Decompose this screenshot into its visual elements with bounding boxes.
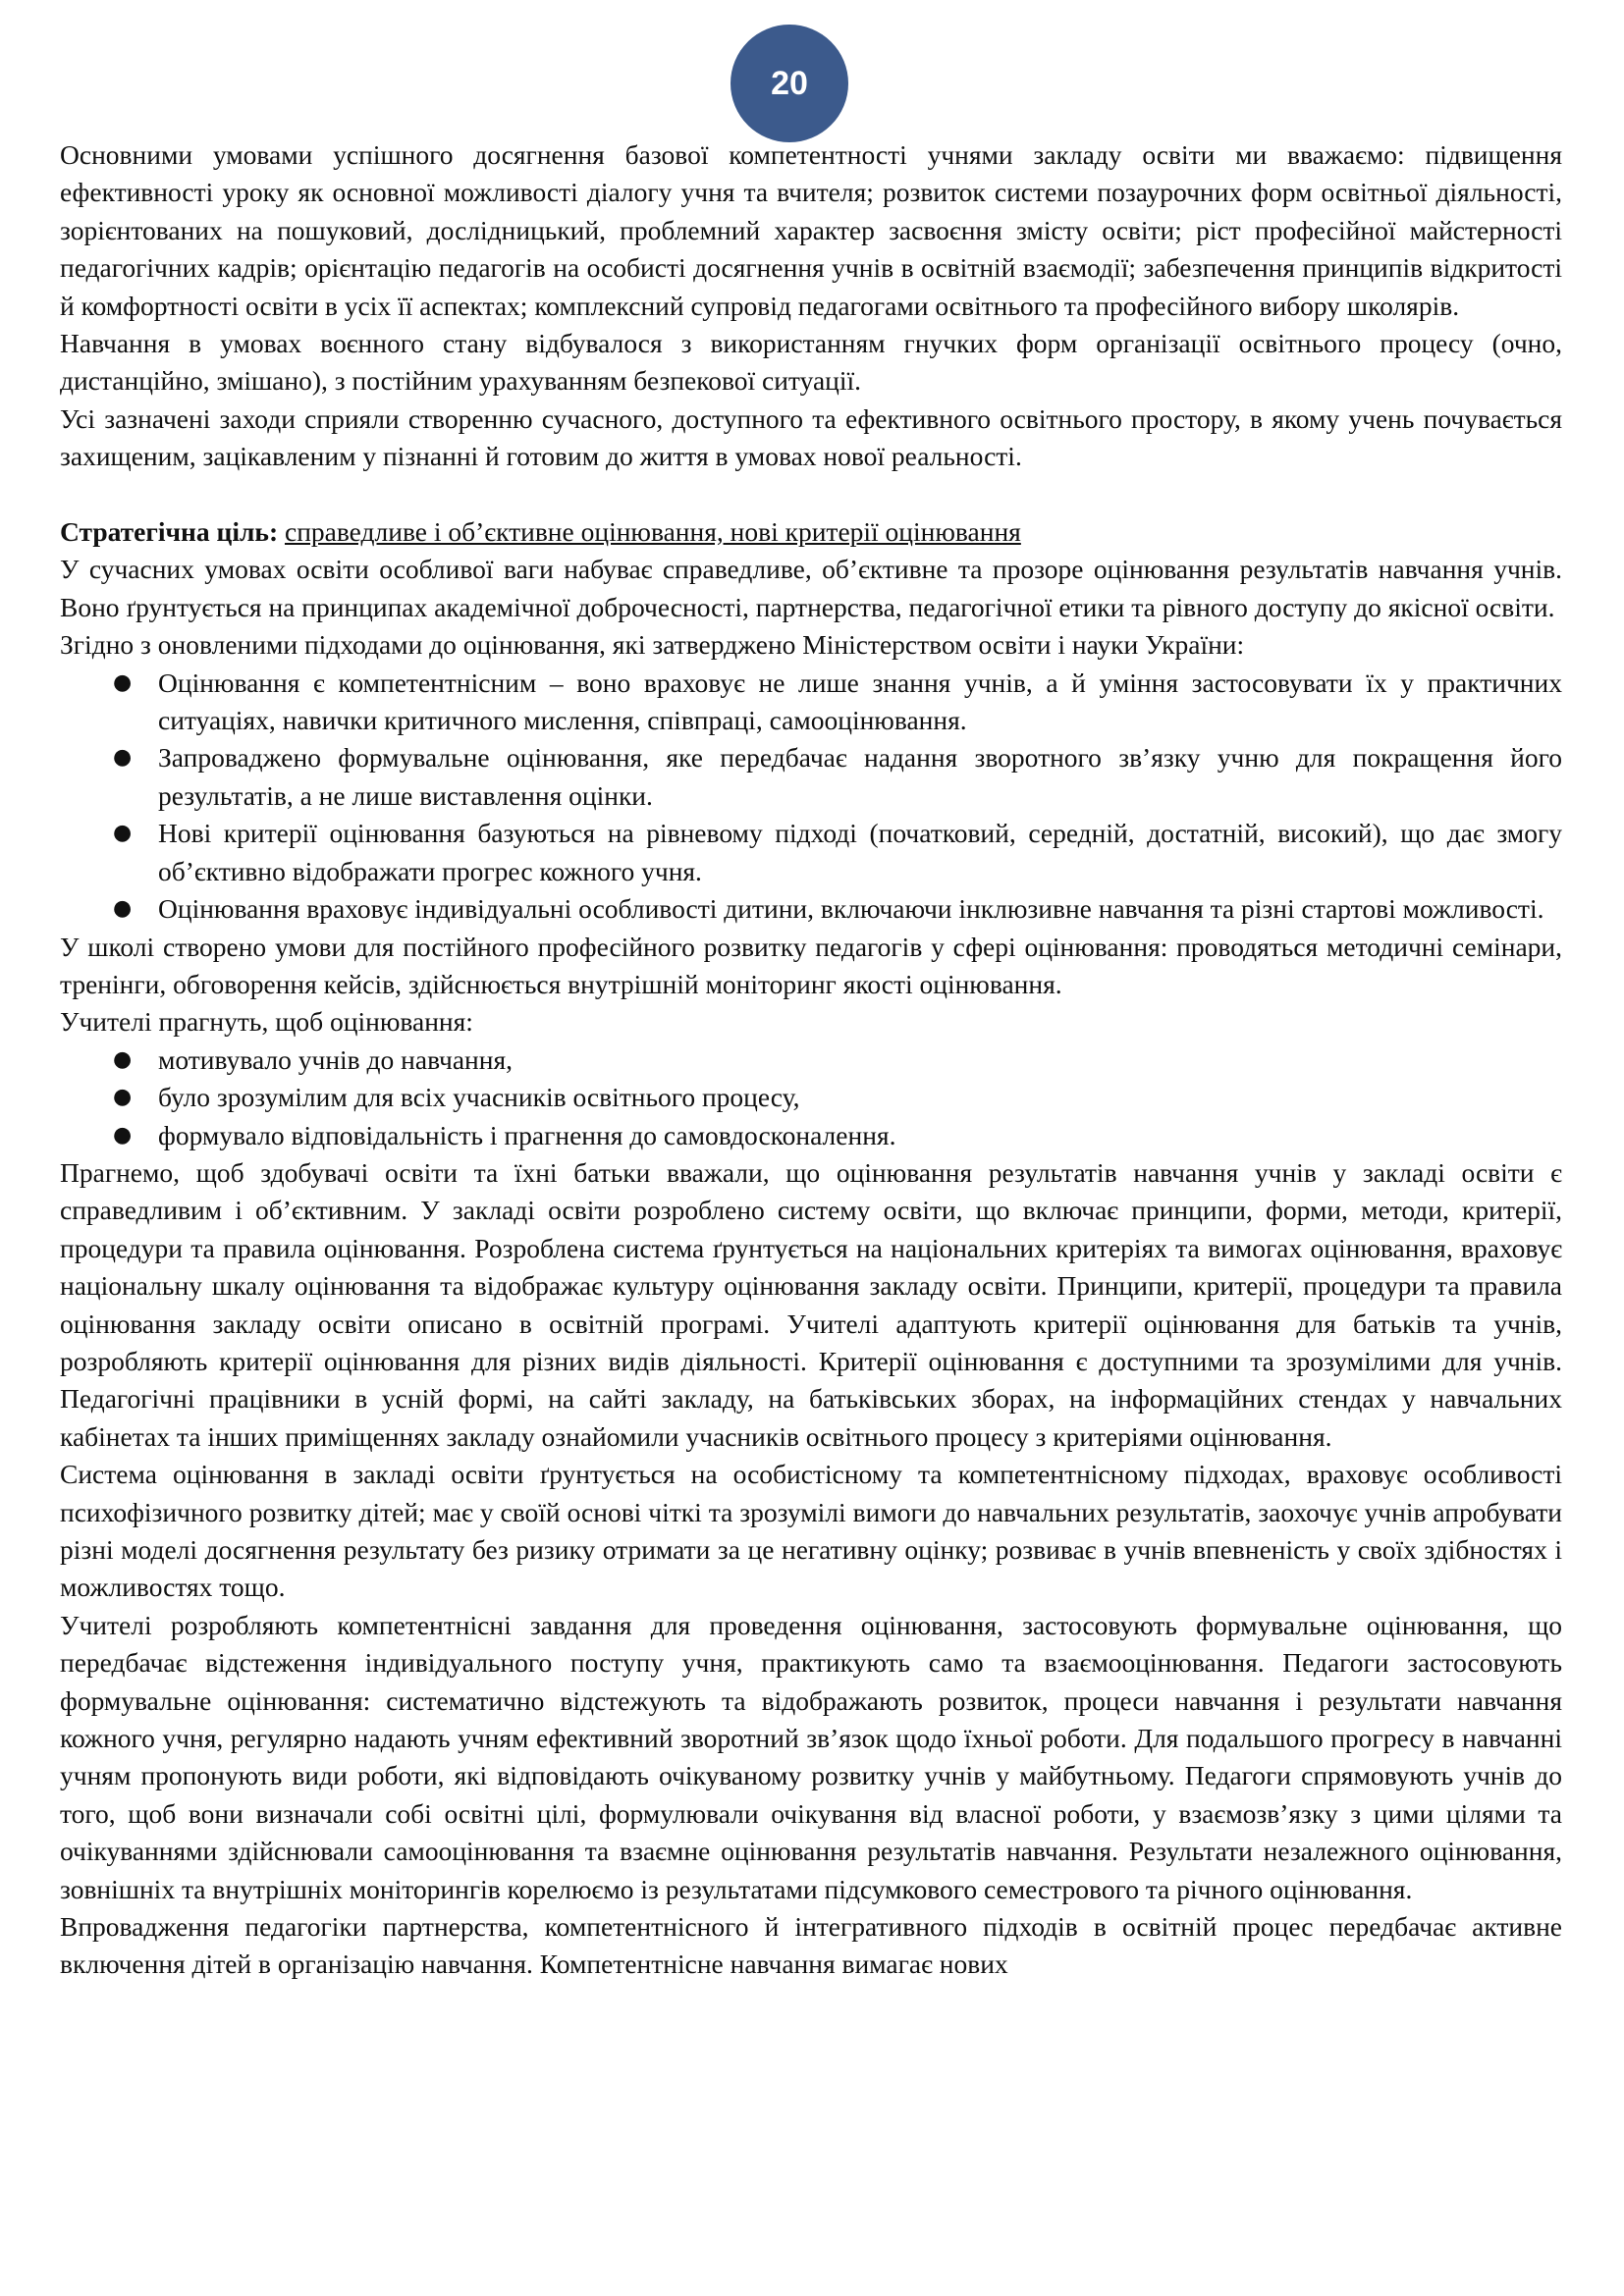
- paragraph-formative-assessment: Учителі розробляють компетентнісні завдання для проведення оцінювання, застосовують формувальне оцінювання, що передбачає відстеження індивідуального поступу учня, практикують само та взаємооцінювання. Педагоги застосовують формувальне оцінювання: систематично відстежують та відображають розвиток, процеси навчання і результати навчання кожного учня, регулярно надають учням ефективний зворотний зв’язок щодо їхньої роботи. Для подальшого прогресу в навчанні учням пропонують види роботи, які відповідають очікуваному розвитку учнів у майбутньому. Педагоги спрямовують учнів до того, щоб вони визначали собі освітні цілі, формулювали очікування від власної роботи, у взаємозв’язку з цими цілями та очікуваннями здійснювали самооцінювання та взаємне оцінювання результатів навчання. Результати незалежного оцінювання, зовнішніх та внутрішніх моніторингів корелюємо із результатами підсумкового семестрового та річного оцінювання.: [60, 1609, 1562, 1904]
- list-item: [60, 890, 1562, 928]
- list-item-text: Запроваджено формувальне оцінювання, яке передбачає надання зворотного зв’язку учню для покращення його результатів, а не лише виставлення оцінки.: [158, 742, 1562, 811]
- paragraph-martial-law: Навчання в умовах воєнного стану відбувалося з використанням гнучких форм організації освітнього процесу (очно, дистанційно, змішано), з постійним урахуванням безпекової ситуації.: [60, 328, 1562, 397]
- section-heading-goal: справедливе і об’єктивне оцінювання, нові критерії оцінювання: [284, 516, 1021, 548]
- paragraph-intro: У сучасних умовах освіти особливої ваги набуває справедливе, об’єктивне та прозоре оцінювання результатів навчання учнів. Воно ґрунтується на принципах академічної доброчесності, партнерства, педагогічної етики та рівного доступу до якісної освіти.: [60, 554, 1562, 622]
- bullet-icon: ●: [113, 1122, 133, 1148]
- list-item-text: формувало відповідальність і прагнення до самовдосконалення.: [158, 1119, 896, 1150]
- bullet-icon: ●: [113, 1046, 133, 1072]
- paragraph-lead-in: Згідно з оновленими підходами до оцінювання, які затверджено Міністерством освіти і науки України:: [60, 629, 1245, 661]
- paragraph-measures: Усі зазначені заходи сприяли створенню сучасного, доступного та ефективного освітнього простору, в якому учень почувається захищеним, зацікавленим у пізнанні й готовим до життя в умовах нової реальності.: [60, 402, 1562, 472]
- bullet-list-goals: [60, 1041, 1562, 1154]
- bullet-icon: ●: [113, 745, 133, 771]
- paragraph-partnership: Впровадження педагогіки партнерства, компетентнісного й інтегративного підходів в освітній процес передбачає активне включення дітей в організацію навчання. Компетентнісне навчання вимагає нових: [60, 1911, 1562, 1980]
- paragraph-teachers-strive: Учителі прагнуть, щоб оцінювання:: [60, 1006, 473, 1038]
- paragraph-personal-approach: Система оцінювання в закладі освіти ґрунтується на особистісному та компетентнісному підходах, враховує особливості психофізичного розвитку дітей; має у своїй основі чіткі та зрозумілі вимоги до навчальних результатів, заохочує учнів апробувати різні моделі досягнення результату без ризику отримати за це негативну оцінку; розвиває в учнів впевненість у своїх здібностях і можливостях тощо.: [60, 1459, 1562, 1603]
- list-item: [60, 739, 1562, 815]
- bullet-icon: ●: [113, 896, 133, 922]
- list-item: [60, 1079, 1562, 1116]
- list-item-text: мотивувало учнів до навчання,: [158, 1043, 514, 1075]
- bullet-icon: ●: [113, 1085, 133, 1110]
- page-number: 20: [771, 64, 808, 102]
- paragraph-conditions: Основними умовами успішного досягнення базової компетентності учнями закладу освіти ми вважаємо: підвищення ефективності уроку як основної можливості діалогу учня та вчителя; розвиток системи позаурочних форм освітньої діяльності, зорієнтованих на пошуковий, дослідницький, проблемний характер засвоєння змісту освіти; ріст професійної майстерності педагогічних кадрів; орієнтацію педагогів на особисті досягнення учнів в освітній взаємодії; забезпечення принципів відкритості й комфортності освіти в усіх її аспектах; комплексний супровід педагогами освітнього та професійного вибору школярів.: [60, 139, 1562, 321]
- page-number-badge: [731, 25, 848, 142]
- bullet-icon: ●: [113, 821, 133, 846]
- list-item-text: Оцінювання враховує індивідуальні особливості дитини, включаючи інклюзивне навчання та різні стартові можливості.: [158, 893, 1544, 925]
- list-item: [60, 1117, 1562, 1154]
- list-item: [60, 665, 1562, 740]
- bullet-icon: ●: [113, 669, 133, 695]
- section-heading-label: Стратегічна ціль:: [60, 516, 279, 548]
- list-item: [60, 1041, 1562, 1079]
- list-item-text: було зрозумілим для всіх учасників освітнього процесу,: [158, 1082, 800, 1113]
- list-item: [60, 815, 1562, 890]
- page-content: [60, 136, 1562, 1984]
- bullet-list-principles: [60, 665, 1562, 929]
- list-item-text: Оцінювання є компетентнісним – воно враховує не лише знання учнів, а й уміння застосовувати їх у практичних ситуаціях, навички критичного мислення, співпраці, самооцінювання.: [158, 667, 1562, 736]
- section-heading: [60, 513, 1562, 551]
- list-item-text: Нові критерії оцінювання базуються на рівневому підході (початковий, середній, достатній, високий), що дає змогу об’єктивно відображати прогрес кожного учня.: [158, 818, 1562, 886]
- paragraph-school-conditions: У школі створено умови для постійного професійного розвитку педагогів у сфері оцінювання: проводяться методичні семінари, тренінги, обговорення кейсів, здійснюється внутрішній моніторинг якості оцінювання.: [60, 931, 1562, 999]
- blank-line: [60, 476, 1562, 513]
- paragraph-assessment-system: Прагнемо, щоб здобувачі освіти та їхні батьки вважали, що оцінювання результатів навчання учнів у закладі освіти є справедливим і об’єктивним. У закладі освіти розроблено систему освіти, що включає принципи, форми, методи, критерії, процедури та правила оцінювання. Розроблена система ґрунтується на національних критеріях та вимогах оцінювання, враховує національну шкалу оцінювання та відображає культуру оцінювання закладу освіти. Принципи, критерії, процедури та правила оцінювання закладу освіти описано в освітній програмі. Учителі адаптують критерії оцінювання для батьків та учнів, розробляють критерії оцінювання для різних видів діяльності. Критерії оцінювання є доступними та зрозумілими для учнів. Педагогічні працівники в усній формі, на сайті закладу, на батьківських зборах, на інформаційних стендах у навчальних кабінетах та інших приміщеннях закладу ознайомили учасників освітнього процесу з критеріями оцінювання.: [60, 1156, 1562, 1452]
